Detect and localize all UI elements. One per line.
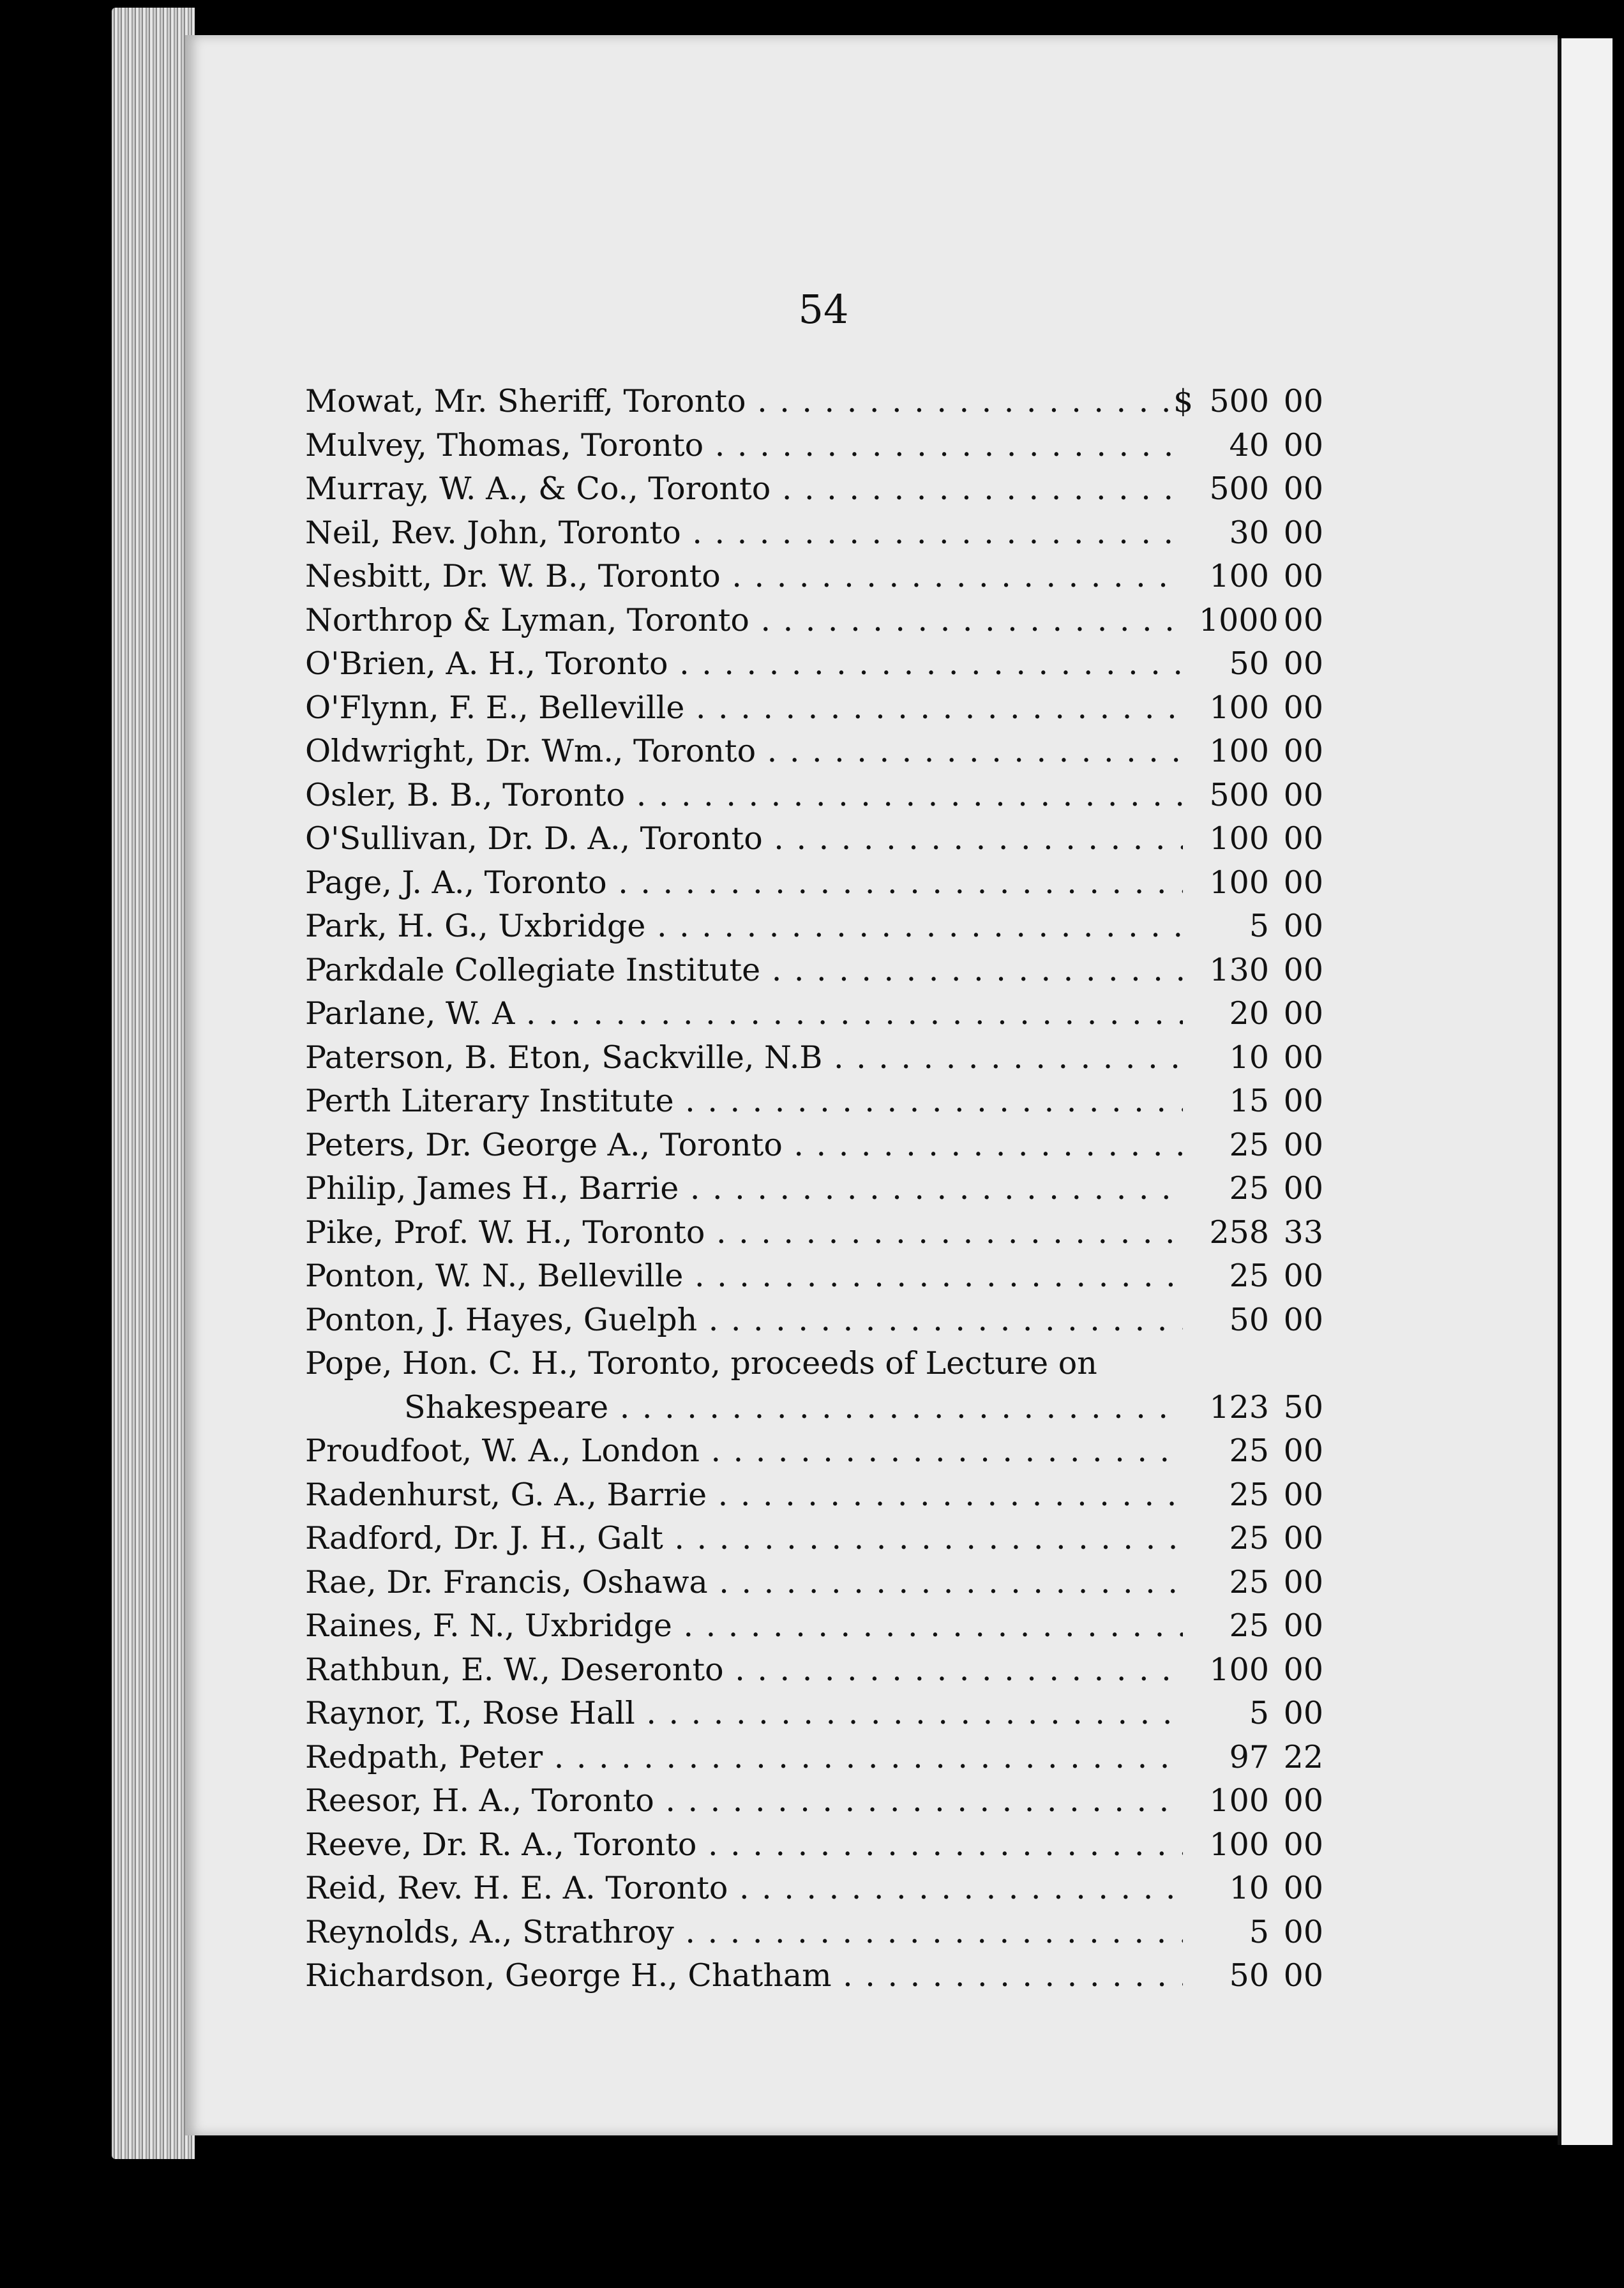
amount-cents: 00 [1283,645,1323,682]
entry-name: Parkdale Collegiate Institute . . . [305,949,1183,993]
amount-dollars: 10 [1229,1039,1269,1076]
amount-cents: 00 [1283,1695,1323,1731]
list-item [305,1517,1352,1561]
list-item [305,1254,1352,1298]
amount-dollars: 25 [1229,1563,1269,1600]
entry-name: Rathbun, E. W., Deseronto . . . [305,1648,1183,1692]
amount-cents: 00 [1283,470,1323,507]
amount-cents: 00 [1283,558,1323,594]
amount-cents: 00 [1283,820,1323,857]
list-item [305,599,1352,643]
amount-cents: 33 [1283,1214,1323,1251]
amount-cents: 00 [1283,426,1323,463]
entry-name: Neil, Rev. John, Toronto . . . [305,511,1183,555]
entry-name: Perth Literary Institute . . . [305,1080,1183,1124]
list-item [305,1124,1352,1168]
amount-cents: 00 [1283,864,1323,901]
amount-cents: 00 [1283,1039,1323,1076]
list-item [305,1561,1352,1605]
amount-dollars: 40 [1229,426,1269,463]
entry-name: Pike, Prof. W. H., Toronto . . . [305,1211,1183,1255]
list-item [305,1779,1352,1823]
amount-dollars: 25 [1229,1170,1269,1207]
amount-dollars: 500 [1209,776,1269,813]
amount-cents: 22 [1283,1738,1323,1775]
amount-cents: 00 [1283,1782,1323,1819]
list-item [305,642,1352,686]
amount-dollars: 100 [1209,689,1269,726]
list-item [305,1211,1352,1255]
entry-name: Radford, Dr. J. H., Galt . . . [305,1517,1183,1561]
entry-name: Ponton, W. N., Belleville . . . [305,1254,1183,1298]
amount-cents: 00 [1283,1433,1323,1469]
entry-name: Rae, Dr. Francis, Oshawa . . . [305,1561,1183,1605]
entry-name: Radenhurst, G. A., Barrie . . . [305,1473,1183,1517]
list-item [305,424,1352,468]
amount-cents: 00 [1283,1957,1323,1994]
list-item [305,1867,1352,1911]
amount-dollars: 100 [1209,1782,1269,1819]
list-item [305,861,1352,905]
list-item [305,380,1352,424]
amount-cents: 00 [1283,1870,1323,1906]
entry-name: Richardson, George H., Chatham . . . [305,1954,1183,1998]
entry-name-continuation: Shakespeare . . . [404,1386,1183,1430]
entry-name: Reeve, Dr. R. A., Toronto . . . [305,1823,1183,1867]
list-item [305,1604,1352,1648]
amount-dollars: 97 [1229,1738,1269,1775]
amount-cents: 00 [1283,601,1323,638]
entry-name: Reynolds, A., Strathroy . . . [305,1911,1183,1955]
amount-dollars: 25 [1229,1520,1269,1556]
entry-name: Pope, Hon. C. H., Toronto, proceeds of Lecture on [305,1345,1097,1381]
amount-dollars: 100 [1209,820,1269,857]
list-item [305,1648,1352,1692]
list-item [305,1823,1352,1867]
list-item [305,1954,1352,1998]
list-item [305,1429,1352,1473]
amount-dollars: 100 [1209,864,1269,901]
entry-name: Redpath, Peter . . . [305,1736,1183,1780]
amount-cents: 00 [1283,1083,1323,1119]
amount-dollars: 5 [1249,1695,1269,1731]
entry-name: Paterson, B. Eton, Sackville, N.B . . . [305,1036,1183,1080]
amount-cents: 00 [1283,1563,1323,1600]
amount-cents: 00 [1283,951,1323,988]
entry-name: Northrop & Lyman, Toronto . . . [305,599,1183,643]
amount-dollars: 15 [1229,1083,1269,1119]
entry-name: Raynor, T., Rose Hall . . . [305,1692,1183,1736]
amount-dollars: 100 [1209,1826,1269,1863]
amount-dollars: 50 [1229,1957,1269,1994]
entry-name: Reid, Rev. H. E. A. Toronto . . . [305,1867,1183,1911]
list-item [305,1080,1352,1124]
list-item [305,1036,1352,1080]
adjacent-page-edge [1558,38,1613,2145]
entry-name: Nesbitt, Dr. W. B., Toronto . . . [305,555,1183,599]
amount-cents: 00 [1283,1170,1323,1207]
list-item [305,1473,1352,1517]
list-item [305,1342,1352,1429]
amount-dollars: 130 [1209,951,1269,988]
amount-dollars: 5 [1249,908,1269,944]
entry-name: Page, J. A., Toronto . . . [305,861,1183,905]
amount-cents: 00 [1283,1126,1323,1163]
list-item [305,1692,1352,1736]
entry-name: Peters, Dr. George A., Toronto . . . [305,1124,1183,1168]
entry-name: Reesor, H. A., Toronto . . . [305,1779,1183,1823]
amount-dollars: 500 [1209,470,1269,507]
amount-dollars: 1000 [1199,601,1279,638]
entry-name: Oldwright, Dr. Wm., Toronto . . . [305,730,1183,774]
amount-cents: 00 [1283,1826,1323,1863]
entry-name: Philip, James H., Barrie . . . [305,1167,1183,1211]
amount-cents: 00 [1283,1301,1323,1338]
amount-dollars: 500 [1209,383,1269,419]
amount-cents: 00 [1283,514,1323,551]
entry-name: O'Flynn, F. E., Belleville . . . [305,686,1183,730]
amount-dollars: 25 [1229,1476,1269,1513]
list-item [305,1911,1352,1955]
list-item [305,992,1352,1036]
list-item [305,555,1352,599]
amount-dollars: 30 [1229,514,1269,551]
entry-name: Ponton, J. Hayes, Guelph . . . [305,1298,1183,1343]
list-item [305,774,1352,818]
book-page-stack [112,8,195,2159]
list-item [305,1298,1352,1343]
amount-cents: 00 [1283,1607,1323,1644]
amount-dollars: 5 [1249,1913,1269,1950]
entry-name: Osler, B. B., Toronto . . . [305,774,1183,818]
amount-dollars: 100 [1209,558,1269,594]
amount-cents: 00 [1283,1476,1323,1513]
amount-dollars: 25 [1229,1258,1269,1294]
amount-cents: 00 [1283,1520,1323,1556]
list-item [305,467,1352,511]
entry-name: Parlane, W. A . . . [305,992,1183,1036]
amount-dollars: 50 [1229,1301,1269,1338]
amount-cents: 00 [1283,1651,1323,1688]
amount-dollars: 123 [1209,1389,1269,1426]
list-item [305,1167,1352,1211]
amount-cents: 00 [1283,1258,1323,1294]
amount-dollars: 25 [1229,1433,1269,1469]
list-item [305,730,1352,774]
list-item [305,686,1352,730]
amount-cents: 00 [1283,1913,1323,1950]
list-item [305,905,1352,949]
entry-name: Mowat, Mr. Sheriff, Toronto . . . [305,380,1183,424]
amount-dollars: 25 [1229,1126,1269,1163]
subscription-list [305,380,1352,1998]
entry-name: Park, H. G., Uxbridge . . . [305,905,1183,949]
currency-symbol: $ [1173,383,1194,419]
entry-name: Mulvey, Thomas, Toronto . . . [305,424,1183,468]
entry-name: Murray, W. A., & Co., Toronto . . . [305,467,1183,511]
list-item [305,511,1352,555]
entry-name: Raines, F. N., Uxbridge . . . [305,1604,1183,1648]
page-number: 54 [798,286,849,333]
amount-dollars: 50 [1229,645,1269,682]
amount-dollars: 258 [1209,1214,1269,1251]
list-item [305,1736,1352,1780]
list-item [305,949,1352,993]
amount-cents: 00 [1283,776,1323,813]
amount-dollars: 100 [1209,733,1269,769]
amount-cents: 50 [1283,1389,1323,1426]
entry-name: O'Brien, A. H., Toronto . . . [305,642,1183,686]
amount-dollars: 100 [1209,1651,1269,1688]
amount-cents: 00 [1283,383,1323,419]
amount-dollars: 25 [1229,1607,1269,1644]
amount-cents: 00 [1283,995,1323,1032]
entry-name: O'Sullivan, Dr. D. A., Toronto . . . [305,817,1183,861]
list-item [305,817,1352,861]
entry-name: Proudfoot, W. A., London . . . [305,1429,1183,1473]
amount-cents: 00 [1283,689,1323,726]
amount-dollars: 20 [1229,995,1269,1032]
amount-dollars: 10 [1229,1870,1269,1906]
amount-cents: 00 [1283,733,1323,769]
amount-cents: 00 [1283,908,1323,944]
